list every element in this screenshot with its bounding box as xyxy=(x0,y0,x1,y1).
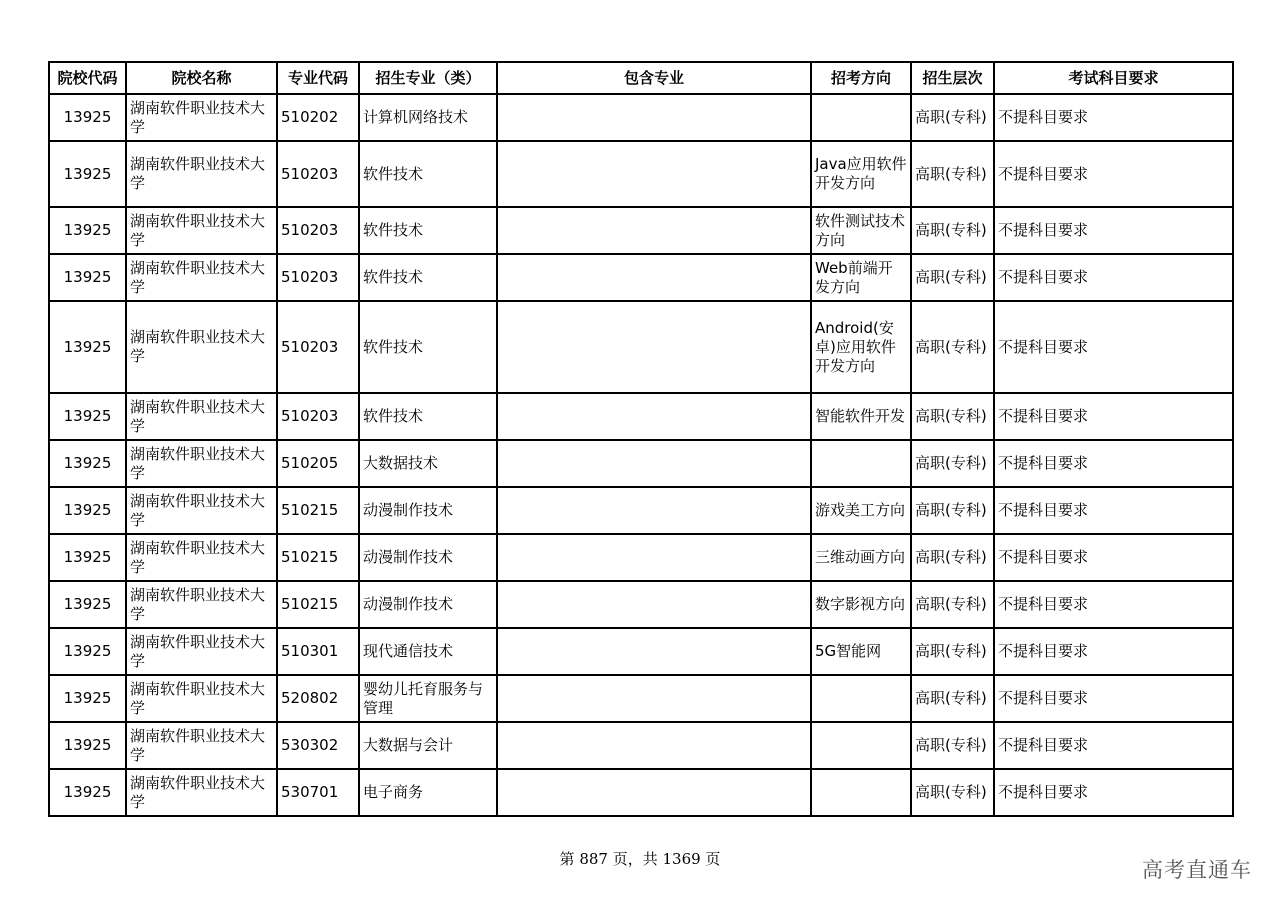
cell-school-name: 湖南软件职业技术大学 xyxy=(126,254,277,301)
cell-school-name: 湖南软件职业技术大学 xyxy=(126,440,277,487)
cell-school-code: 13925 xyxy=(49,393,126,440)
cell-major-code: 510203 xyxy=(277,207,359,254)
cell-major-code: 510215 xyxy=(277,487,359,534)
cell-included-majors xyxy=(497,628,811,675)
cell-level: 高职(专科) xyxy=(911,675,994,722)
cell-requirement: 不提科目要求 xyxy=(994,254,1233,301)
cell-school-code: 13925 xyxy=(49,628,126,675)
cell-requirement: 不提科目要求 xyxy=(994,301,1233,393)
cell-level: 高职(专科) xyxy=(911,301,994,393)
cell-requirement: 不提科目要求 xyxy=(994,581,1233,628)
table-row xyxy=(49,487,1233,534)
cell-major: 动漫制作技术 xyxy=(359,487,497,534)
cell-level: 高职(专科) xyxy=(911,581,994,628)
cell-included-majors xyxy=(497,94,811,141)
header-major-code: 专业代码 xyxy=(277,62,359,94)
header-major: 招生专业（类） xyxy=(359,62,497,94)
cell-included-majors xyxy=(497,393,811,440)
table-row xyxy=(49,722,1233,769)
cell-requirement: 不提科目要求 xyxy=(994,94,1233,141)
admissions-table xyxy=(48,61,1234,817)
cell-school-name: 湖南软件职业技术大学 xyxy=(126,581,277,628)
cell-major-code: 510203 xyxy=(277,301,359,393)
table-row xyxy=(49,769,1233,816)
cell-included-majors xyxy=(497,141,811,207)
header-included-majors: 包含专业 xyxy=(497,62,811,94)
cell-major: 计算机网络技术 xyxy=(359,94,497,141)
cell-major-code: 510203 xyxy=(277,393,359,440)
table-row xyxy=(49,628,1233,675)
cell-level: 高职(专科) xyxy=(911,628,994,675)
cell-major-code: 510203 xyxy=(277,141,359,207)
cell-level: 高职(专科) xyxy=(911,722,994,769)
cell-direction: 数字影视方向 xyxy=(811,581,911,628)
table-row xyxy=(49,675,1233,722)
cell-school-code: 13925 xyxy=(49,301,126,393)
cell-school-code: 13925 xyxy=(49,141,126,207)
cell-school-code: 13925 xyxy=(49,94,126,141)
cell-included-majors xyxy=(497,534,811,581)
cell-direction: 软件测试技术方向 xyxy=(811,207,911,254)
cell-school-name: 湖南软件职业技术大学 xyxy=(126,94,277,141)
cell-school-code: 13925 xyxy=(49,675,126,722)
cell-school-name: 湖南软件职业技术大学 xyxy=(126,141,277,207)
cell-requirement: 不提科目要求 xyxy=(994,628,1233,675)
cell-school-name: 湖南软件职业技术大学 xyxy=(126,628,277,675)
table-row xyxy=(49,393,1233,440)
cell-school-name: 湖南软件职业技术大学 xyxy=(126,301,277,393)
cell-major: 动漫制作技术 xyxy=(359,581,497,628)
cell-requirement: 不提科目要求 xyxy=(994,534,1233,581)
cell-included-majors xyxy=(497,207,811,254)
cell-level: 高职(专科) xyxy=(911,393,994,440)
cell-major-code: 520802 xyxy=(277,675,359,722)
cell-direction xyxy=(811,769,911,816)
cell-included-majors xyxy=(497,440,811,487)
header-direction: 招考方向 xyxy=(811,62,911,94)
cell-school-code: 13925 xyxy=(49,254,126,301)
table-row xyxy=(49,301,1233,393)
header-level: 招生层次 xyxy=(911,62,994,94)
table-row xyxy=(49,254,1233,301)
cell-included-majors xyxy=(497,254,811,301)
cell-major: 现代通信技术 xyxy=(359,628,497,675)
header-school-code: 院校代码 xyxy=(49,62,126,94)
cell-major: 大数据与会计 xyxy=(359,722,497,769)
cell-direction xyxy=(811,94,911,141)
cell-included-majors xyxy=(497,722,811,769)
cell-direction: Android(安卓)应用软件开发方向 xyxy=(811,301,911,393)
cell-level: 高职(专科) xyxy=(911,94,994,141)
cell-major-code: 510202 xyxy=(277,94,359,141)
table-row xyxy=(49,581,1233,628)
cell-direction xyxy=(811,722,911,769)
cell-major-code: 510215 xyxy=(277,534,359,581)
cell-requirement: 不提科目要求 xyxy=(994,487,1233,534)
header-requirement: 考试科目要求 xyxy=(994,62,1233,94)
cell-requirement: 不提科目要求 xyxy=(994,675,1233,722)
page-number: 第 887 页，共 1369 页 xyxy=(559,850,721,868)
cell-school-name: 湖南软件职业技术大学 xyxy=(126,393,277,440)
cell-major: 婴幼儿托育服务与管理 xyxy=(359,675,497,722)
cell-direction: Java应用软件开发方向 xyxy=(811,141,911,207)
cell-direction: 游戏美工方向 xyxy=(811,487,911,534)
cell-major-code: 530701 xyxy=(277,769,359,816)
watermark: 高考直通车 xyxy=(1142,858,1252,882)
cell-level: 高职(专科) xyxy=(911,254,994,301)
cell-major: 软件技术 xyxy=(359,254,497,301)
table-row xyxy=(49,440,1233,487)
cell-school-name: 湖南软件职业技术大学 xyxy=(126,769,277,816)
header-school-name: 院校名称 xyxy=(126,62,277,94)
cell-school-code: 13925 xyxy=(49,534,126,581)
cell-direction: Web前端开发方向 xyxy=(811,254,911,301)
cell-school-code: 13925 xyxy=(49,769,126,816)
cell-level: 高职(专科) xyxy=(911,440,994,487)
cell-school-code: 13925 xyxy=(49,722,126,769)
cell-school-code: 13925 xyxy=(49,487,126,534)
table-body xyxy=(49,94,1233,816)
cell-included-majors xyxy=(497,301,811,393)
cell-included-majors xyxy=(497,487,811,534)
cell-included-majors xyxy=(497,675,811,722)
cell-included-majors xyxy=(497,581,811,628)
cell-major-code: 510301 xyxy=(277,628,359,675)
cell-requirement: 不提科目要求 xyxy=(994,769,1233,816)
cell-level: 高职(专科) xyxy=(911,534,994,581)
cell-requirement: 不提科目要求 xyxy=(994,440,1233,487)
cell-major: 软件技术 xyxy=(359,301,497,393)
cell-requirement: 不提科目要求 xyxy=(994,207,1233,254)
cell-level: 高职(专科) xyxy=(911,141,994,207)
cell-direction xyxy=(811,440,911,487)
cell-major-code: 530302 xyxy=(277,722,359,769)
cell-requirement: 不提科目要求 xyxy=(994,722,1233,769)
cell-school-name: 湖南软件职业技术大学 xyxy=(126,207,277,254)
cell-direction xyxy=(811,675,911,722)
cell-school-code: 13925 xyxy=(49,440,126,487)
cell-school-name: 湖南软件职业技术大学 xyxy=(126,487,277,534)
cell-major: 软件技术 xyxy=(359,141,497,207)
cell-school-name: 湖南软件职业技术大学 xyxy=(126,534,277,581)
cell-major: 软件技术 xyxy=(359,393,497,440)
table-row xyxy=(49,534,1233,581)
cell-level: 高职(专科) xyxy=(911,487,994,534)
table-row xyxy=(49,141,1233,207)
cell-major-code: 510205 xyxy=(277,440,359,487)
table-header-row xyxy=(49,62,1233,94)
cell-requirement: 不提科目要求 xyxy=(994,141,1233,207)
cell-major: 大数据技术 xyxy=(359,440,497,487)
cell-major: 动漫制作技术 xyxy=(359,534,497,581)
cell-direction: 智能软件开发 xyxy=(811,393,911,440)
cell-level: 高职(专科) xyxy=(911,207,994,254)
cell-school-name: 湖南软件职业技术大学 xyxy=(126,675,277,722)
cell-school-code: 13925 xyxy=(49,581,126,628)
table-row xyxy=(49,207,1233,254)
cell-school-name: 湖南软件职业技术大学 xyxy=(126,722,277,769)
table-row xyxy=(49,94,1233,141)
cell-major: 软件技术 xyxy=(359,207,497,254)
cell-requirement: 不提科目要求 xyxy=(994,393,1233,440)
cell-level: 高职(专科) xyxy=(911,769,994,816)
cell-major: 电子商务 xyxy=(359,769,497,816)
cell-direction: 三维动画方向 xyxy=(811,534,911,581)
cell-major-code: 510215 xyxy=(277,581,359,628)
cell-included-majors xyxy=(497,769,811,816)
cell-school-code: 13925 xyxy=(49,207,126,254)
cell-direction: 5G智能网 xyxy=(811,628,911,675)
cell-major-code: 510203 xyxy=(277,254,359,301)
